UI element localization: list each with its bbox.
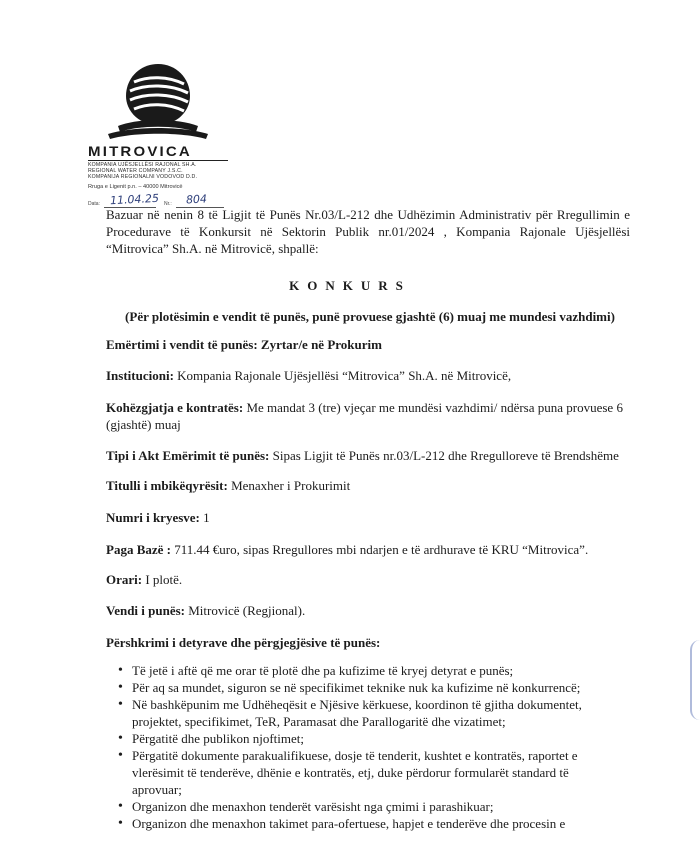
brand-divider — [88, 160, 228, 161]
list-item: • Organizon dhe menaxhon tenderët varësisht nga çmimi i parashikuar; — [118, 798, 638, 815]
field-value: Sipas Ligjit të Punës nr.03/L-212 dhe Rregulloreve të Brendshëme — [272, 448, 619, 463]
field-label: Orari: — [106, 572, 146, 587]
brand-name: MITROVICA — [88, 143, 192, 160]
field-contract-duration — [106, 399, 636, 433]
field-value: 711.44 €uro, sipas Rregullores mbi ndarjen e të ardhurave të KRU “Mitrovica”. — [174, 542, 589, 557]
list-item: • Në bashkëpunim me Udhëheqësit e Njësive kërkuese, koordinon të gjitha dokumentet, — [118, 696, 638, 713]
field-workplace — [106, 602, 636, 619]
list-item: projektet, specifikimet, TeR, Paramasat dhe Parallogaritë dhe vizatimet; — [132, 714, 506, 729]
field-label: Vendi i punës: — [106, 603, 189, 618]
document-subtitle: (Për plotësimin e vendit të punës, punë provuese gjashtë (6) muaj me mundesi vazhdimi) — [125, 309, 615, 324]
field-base-salary — [106, 541, 636, 558]
letterhead — [88, 60, 238, 209]
company-line-1: KOMPANIA UJËSJELLËSI RAJONAL SH.A. — [88, 162, 197, 168]
duties-heading-text: Përshkrimi i detyrave dhe përgjegjësive të punës: — [106, 635, 381, 650]
list-item: • Organizon dhe menaxhon takimet para-ofertuese, hapjet e tenderëve dhe procesin e — [118, 815, 638, 832]
intro-paragraph: Bazuar në nenin 8 të Ligjit të Punës Nr.03/L-212 dhe Udhëzimin Administrativ për Rregullimin e Procedurave të Konkursit në Sektorin Publik nr.01/2024 , Kompania Rajonale Ujësjellësi “Mitrovica” Sh.A. në Mitrovicë, shpallë: — [106, 207, 630, 256]
field-label: Paga Bazë : — [106, 542, 175, 557]
field-position-name — [106, 336, 636, 353]
list-item: vlerësimit të tenderëve, dhënie e kontratës, etj, duke përdorur formularët standard të — [132, 765, 569, 780]
number-label: Nr.: — [164, 201, 172, 207]
handwritten-date: 11.04.25 — [109, 191, 160, 208]
field-value: I plotë. — [145, 572, 183, 587]
company-logo-icon — [88, 60, 228, 142]
handwritten-number: 804 — [185, 192, 208, 207]
field-label: Numri i kryesve: — [106, 510, 204, 525]
field-label: Kohëzgjatja e kontratës: — [106, 400, 247, 415]
field-supervisor-title — [106, 477, 636, 494]
list-item: • Të jetë i aftë që me orar të plotë dhe pa kufizime të kryej detyrat e punës; — [118, 662, 638, 679]
field-value: Mitrovicë (Regjional). — [188, 603, 306, 618]
field-value: Zyrtar/e në Prokurim — [260, 337, 382, 352]
company-address: Rruga e Ligenit p.n. – 40000 Mitrovicë — [88, 184, 183, 190]
duties-heading — [106, 634, 636, 651]
list-item: aprovuar; — [132, 782, 182, 797]
field-appointment-type — [106, 447, 636, 464]
field-label: Titulli i mbikëqyrësit: — [106, 478, 232, 493]
document-title: KONKURS — [289, 278, 411, 293]
field-schedule — [106, 571, 636, 588]
list-item: • Përgatitë dokumente parakualifikuese, dosje të tenderit, kushtet e kontratës, raportet e — [118, 747, 638, 764]
field-label: Emërtimi i vendit të punës: — [106, 337, 261, 352]
stamp-edge-mark — [690, 640, 700, 720]
company-line-2: REGIONAL WATER COMPANY J.S.C. — [88, 168, 183, 174]
field-value: 1 — [203, 510, 210, 525]
field-label: Tipi i Akt Emërimit të punës: — [106, 448, 273, 463]
date-label: Data: — [88, 201, 100, 207]
field-label: Institucioni: — [106, 368, 178, 383]
list-item: • Për aq sa mundet, siguron se në specifikimet teknike nuk ka kufizime në konkurrencë; — [118, 679, 638, 696]
field-number-of-executors — [106, 509, 636, 526]
field-institution — [106, 367, 636, 384]
field-value: Kompania Rajonale Ujësjellësi “Mitrovica” Sh.A. në Mitrovicë, — [177, 368, 512, 383]
field-value: Me mandat 3 (tre) vjeçar me mundësi vazhdimi/ ndërsa puna provuese 6 (gjashtë) muaj — [106, 400, 623, 432]
list-item: • Përgatitë dhe publikon njoftimet; — [118, 730, 638, 747]
company-line-3: KOMPANIJA REGIONALNI VODOVOD D.D. — [88, 174, 198, 180]
field-value: Menaxher i Prokurimit — [231, 478, 351, 493]
duties-list — [118, 662, 638, 832]
